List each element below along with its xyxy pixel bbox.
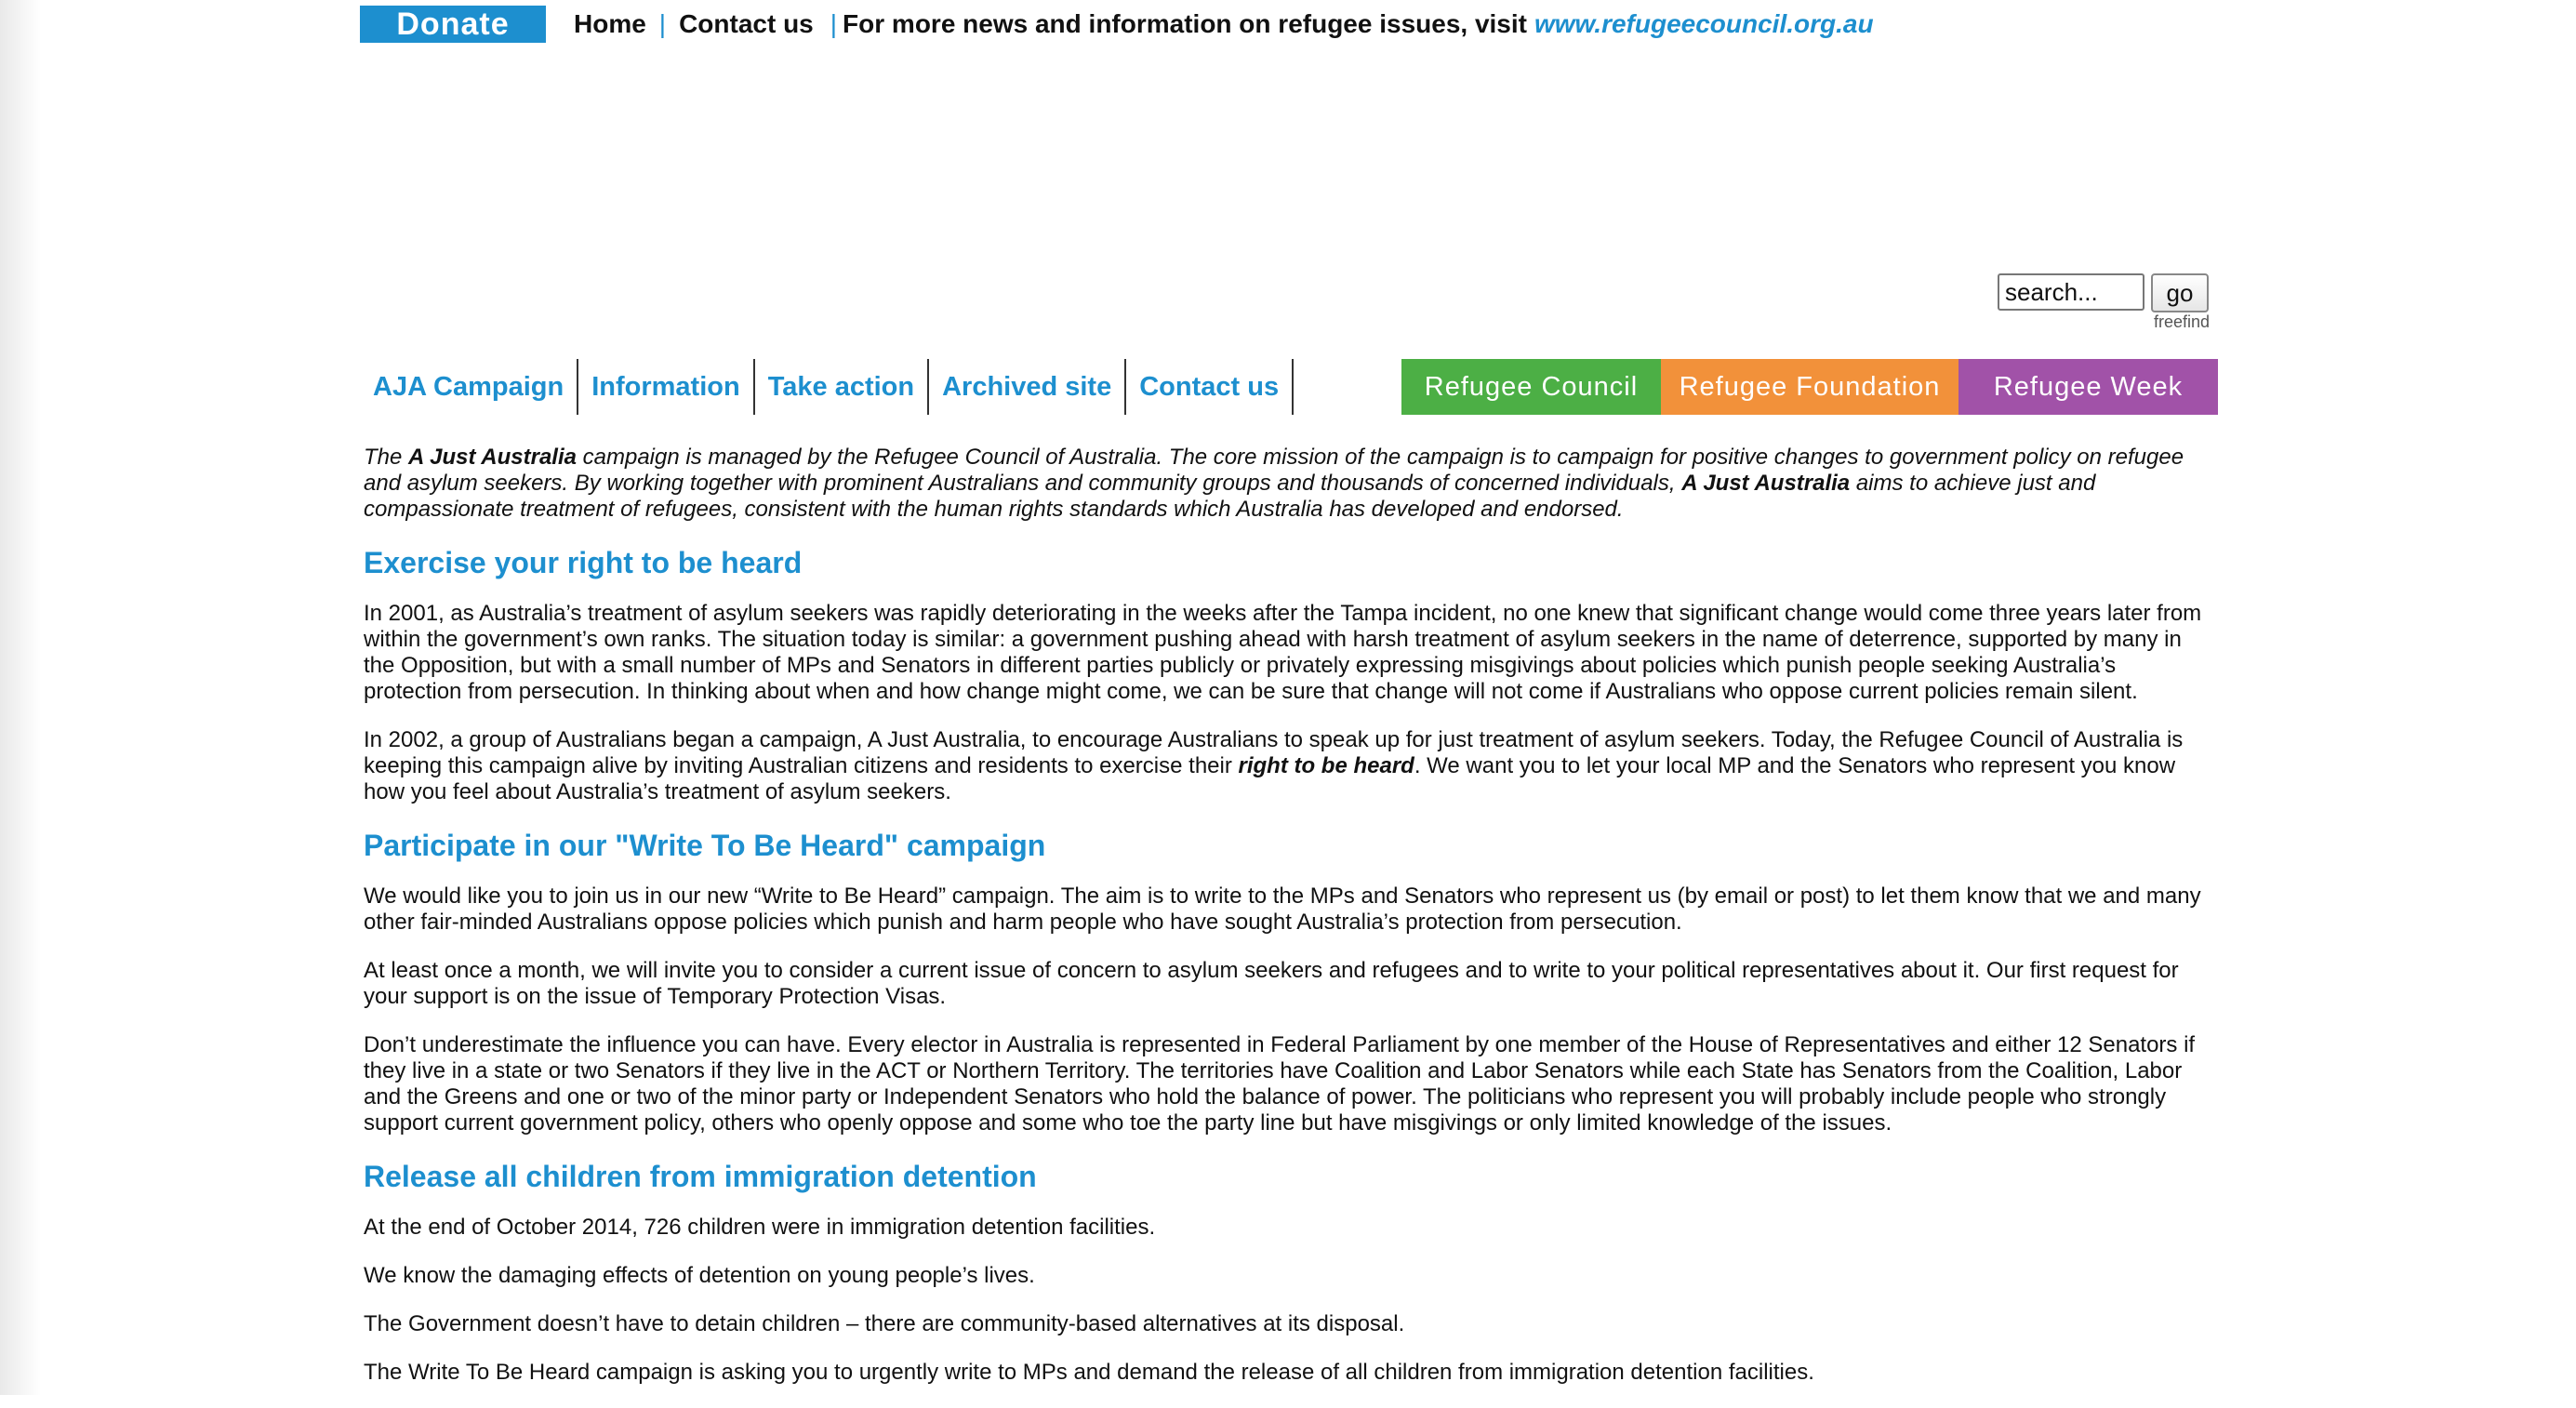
separator: | [658, 9, 667, 38]
paragraph: We know the damaging effects of detention on young people’s lives. [364, 1263, 1035, 1288]
nav-item-take-action[interactable]: Take action [755, 359, 929, 415]
search-input[interactable] [1998, 273, 2144, 311]
paragraph: At least once a month, we will invite you to consider a current issue of concern to asylum seekers and refugees and to write to your political representatives about it. Our first request for your support is on the issue of Temporary Protection Visas. [364, 958, 2179, 1009]
section-heading-write-to-be-heard: Participate in our "Write To Be Heard" campaign [364, 829, 1046, 862]
nav-item-contact-us[interactable]: Contact us [1126, 359, 1294, 415]
top-navigation [574, 7, 1874, 41]
paragraph: In 2001, as Australia’s treatment of asylum seekers was rapidly deteriorating in the weeks after the Tampa incident, no one knew that significant change would come three years later from within the government’s own ranks. The situation today is similar: a government pushing ahead with harsh treatment of asylum seekers in the name of deterrence, supported by many in the Opposition, but with a small number of MPs and Senators in different parties publicly or privately expressing misgivings about policies which punish people seeking Australia’s protection from persecution. In thinking about when and how change might come, we can be sure that change will not come if Australians who oppose current policies remain silent. [364, 601, 2202, 704]
organisation-tabs [1401, 359, 2218, 415]
intro-paragraph [364, 445, 2210, 523]
paragraph [364, 727, 2210, 805]
home-link[interactable]: Home [574, 9, 646, 38]
paragraph-text: . We want you to let your local MP and the Senators who represent you know how you feel about Australia’s treatment of asylum seekers. [364, 753, 2176, 804]
paragraph: We would like you to join us in our new “Write to Be Heard” campaign. The aim is to write to the MPs and Senators who represent us (by email or post) to let them know that we and many other fair-minded Australians oppose policies which punish and harm people who have sought Australia’s protection from persecution. [364, 883, 2201, 935]
refugee-week-tab[interactable]: Refugee Week [1959, 359, 2218, 415]
main-navigation [364, 359, 1294, 415]
paragraph-text: In 2002, a group of Australians began a campaign, A Just Australia, to encourage Australians to speak up for just treatment of asylum seekers. Today, the Refugee Council of Australia is keeping this campaign alive by inviting Australian citizens and residents to exercise their [364, 727, 2184, 778]
intro-text: campaign is managed by the Refugee Council of Australia. The core mission of the campaign is to campaign for positive changes to government policy on refugee and asylum seekers. By working together with prominent Australians and community groups and thousands of concerned individuals, [364, 445, 2184, 496]
paragraph: At the end of October 2014, 726 children were in immigration detention facilities. [364, 1215, 1156, 1240]
nav-item-archived-site[interactable]: Archived site [929, 359, 1126, 415]
donate-button[interactable]: Donate [360, 6, 546, 43]
section-heading-right-to-be-heard: Exercise your right to be heard [364, 546, 803, 579]
search-provider-label: freefind [2153, 312, 2210, 331]
nav-item-aja-campaign[interactable]: AJA Campaign [364, 359, 578, 415]
separator: | [830, 9, 838, 38]
campaign-name: A Just Australia [1681, 471, 1851, 496]
search-go-button[interactable]: go [2151, 273, 2209, 312]
refugee-foundation-tab[interactable]: Refugee Foundation [1661, 359, 1959, 415]
main-content [364, 445, 2210, 1408]
paragraph: Don’t underestimate the influence you can have. Every elector in Australia is represented in Federal Parliament by one member of the House of Representatives and either 12 Senators if they live in a state or two Senators if they live in the ACT or Northern Territory. The territories have Coalition and Labor Senators while each State has Senators from the Coalition, Labor and the Greens and one or two of the minor party or Independent Senators who hold the balance of power. The politicians who represent you will probably include people who strongly support current government policy, others who openly oppose and some who toe the party line but have misgivings or only limited knowledge of the issues. [364, 1032, 2196, 1136]
refugee-council-tab[interactable]: Refugee Council [1401, 359, 1661, 415]
nav-item-information[interactable]: Information [578, 359, 755, 415]
emphasis-text: right to be heard [1238, 753, 1414, 778]
paragraph: The Government doesn’t have to detain children – there are community-based alternatives at its disposal. [364, 1311, 1405, 1336]
campaign-name: A Just Australia [408, 445, 577, 470]
section-heading-release-children: Release all children from immigration detention [364, 1160, 1037, 1193]
news-text: For more news and information on refugee issues, visit [843, 9, 1527, 38]
top-contact-link[interactable]: Contact us [679, 9, 814, 38]
intro-text: The [364, 445, 409, 470]
refugee-council-site-link[interactable]: www.refugeecouncil.org.au [1534, 9, 1874, 38]
intro-text: aims to achieve just and compassionate treatment of refugees, consistent with the human rights standards which Australia has developed and endorsed. [364, 471, 2096, 522]
paragraph: The Write To Be Heard campaign is asking you to urgently write to MPs and demand the release of all children from immigration detention facilities. [364, 1360, 1814, 1385]
